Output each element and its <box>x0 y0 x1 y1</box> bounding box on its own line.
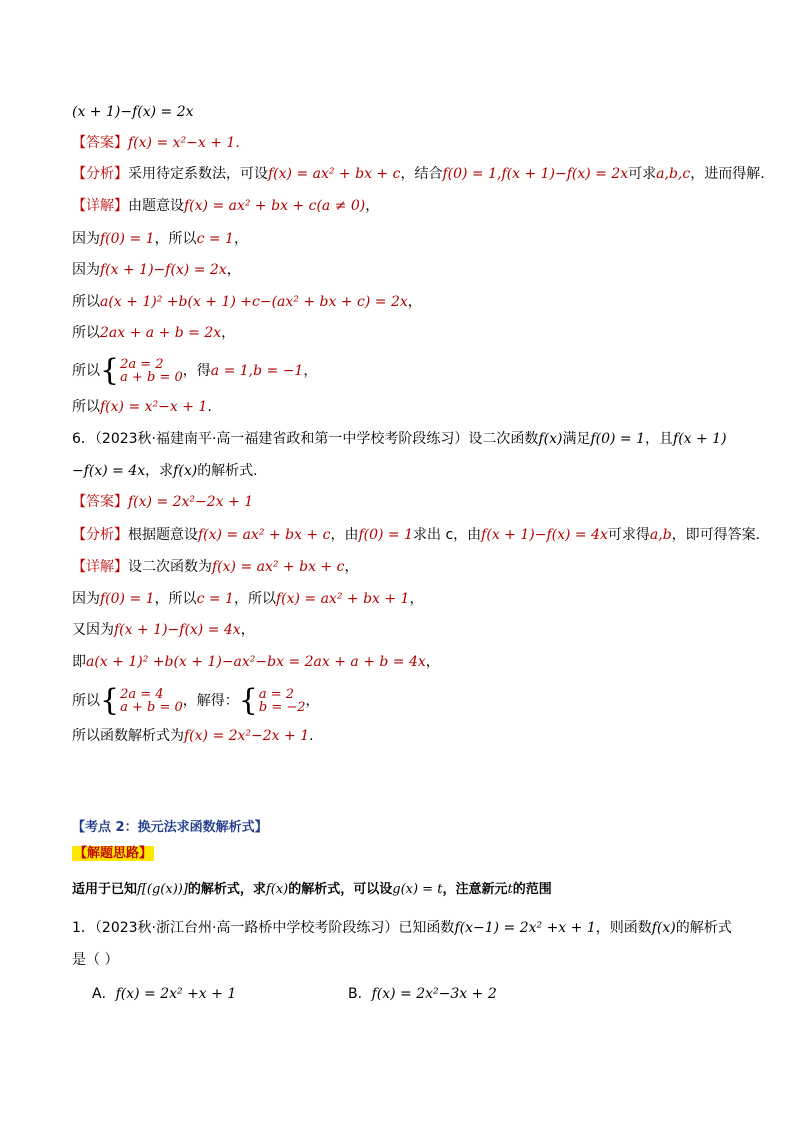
brace-icon: { <box>100 683 120 718</box>
text: 采用待定系数法，可设 <box>128 166 268 182</box>
equation: a(x + 1)² +b(x + 1)−ax²−bx = 2ax + a + b = 4x <box>86 654 426 670</box>
question-1-line2 <box>72 949 118 971</box>
step-line <box>72 259 241 281</box>
equation: a + b = 0 <box>120 370 183 385</box>
text: ， <box>407 294 422 310</box>
equation: f(x) = ax² + bx + c(a ≠ 0) <box>184 198 366 214</box>
text: 的解析式，求 <box>187 882 266 897</box>
equation: f(0) = 1,f(x + 1)−f(x) = 2x <box>442 166 629 182</box>
answer-value: f(x) = x²−x + 1. <box>128 135 240 151</box>
equation-system <box>238 683 306 718</box>
equation: f(x + 1)−f(x) = 4x <box>114 622 241 638</box>
text: 所以 <box>72 294 100 310</box>
answer-line <box>72 132 240 154</box>
text: 求出 c，由 <box>413 527 482 543</box>
text: 所以函数解析式为 <box>72 728 184 744</box>
step-line <box>72 619 255 641</box>
step-line <box>72 291 422 313</box>
equation: c = 1 <box>196 591 234 607</box>
equation: (x + 1)−f(x) = 2x <box>72 104 194 120</box>
text: ，得 <box>182 363 211 379</box>
text: ，且 <box>645 431 674 447</box>
text: 设二次函数为 <box>128 559 212 575</box>
text: 是（ ） <box>72 952 119 968</box>
text: ，所以 <box>154 591 197 607</box>
text: 满足 <box>562 431 591 447</box>
analysis-tag: 【分析】 <box>72 166 128 182</box>
equation: a,b <box>649 527 672 543</box>
text: 所以 <box>72 693 100 709</box>
step-line <box>72 651 440 673</box>
answer-value: f(x) = 2x²−2x + 1 <box>128 494 254 510</box>
section-title <box>72 817 268 839</box>
text: ，解得： <box>182 693 239 709</box>
equation: f(x) <box>651 920 676 936</box>
text: ， <box>240 622 255 638</box>
text: 根据题意设 <box>128 527 198 543</box>
text: ，所以 <box>154 231 197 247</box>
text: 即 <box>72 654 86 670</box>
equation: f(x) = 2x² +x + 1 <box>115 986 237 1002</box>
equation-system <box>100 683 183 718</box>
text: 所以 <box>72 363 100 379</box>
step-line <box>72 683 320 718</box>
text: ，即可得答案. <box>671 527 761 543</box>
text-line <box>72 101 194 123</box>
answer-line <box>72 491 253 513</box>
equation: 2ax + a + b = 2x <box>100 325 222 341</box>
equation: f(x) = ax² + bx + c <box>212 559 345 575</box>
text: 的解析式. <box>197 463 258 479</box>
option-label: A． <box>92 986 116 1002</box>
equation: f(0) = 1 <box>100 231 155 247</box>
text: 由题意设 <box>128 198 184 214</box>
option-label: B． <box>348 986 372 1002</box>
text: ， <box>409 591 424 607</box>
text: ，注意新元 <box>442 882 508 897</box>
equation: g(x) = t <box>392 882 443 897</box>
text: 因为 <box>72 262 100 278</box>
text: . <box>309 728 314 744</box>
text: ，则函数 <box>595 920 652 936</box>
equation: a,b,c <box>656 166 691 182</box>
equation: f(x) = 2x²−2x + 1 <box>184 728 310 744</box>
answer-tag: 【答案】 <box>72 494 128 510</box>
text: ， <box>365 198 380 214</box>
text: 因为 <box>72 231 100 247</box>
text: ，求 <box>145 463 174 479</box>
text: ，进而得解. <box>690 166 765 182</box>
question-text: 6．（2023秋·福建南平·高一福建省政和第一中学校考阶段练习）设二次函数 <box>72 431 539 447</box>
text: 因为 <box>72 591 100 607</box>
equation-system <box>100 353 183 388</box>
detail-line <box>72 195 379 217</box>
step-line <box>72 725 314 747</box>
equation: f(x) = ax² + bx + c <box>268 166 401 182</box>
step-line <box>72 228 248 250</box>
question-6-line1 <box>72 428 727 450</box>
analysis-tag: 【分析】 <box>72 527 128 543</box>
question-1-line1 <box>72 917 732 939</box>
text: 的解析式 <box>675 920 732 936</box>
equation: t <box>507 882 513 897</box>
equation: c = 1 <box>196 231 234 247</box>
text: ， <box>233 231 248 247</box>
text: ，结合 <box>400 166 443 182</box>
tip-label: 【解题思路】 <box>74 846 153 861</box>
brace-icon: { <box>100 353 120 388</box>
equation: f(x) = ax² + bx + c <box>198 527 331 543</box>
text: ， <box>221 325 236 341</box>
analysis-line <box>72 524 760 546</box>
equation: −f(x) = 4x <box>72 463 146 479</box>
equation: f(x + 1)−f(x) = 2x <box>100 262 227 278</box>
text: 的范围 <box>512 882 552 897</box>
text: 所以 <box>72 325 100 341</box>
equation: b = −2 <box>258 700 306 715</box>
equation: f(x) = x²−x + 1 <box>100 399 208 415</box>
option-a[interactable] <box>92 983 236 1005</box>
step-line <box>72 396 212 418</box>
equation: f[(g(x))] <box>137 882 188 897</box>
equation: f(x) <box>173 463 198 479</box>
equation: f(0) = 1 <box>590 431 646 447</box>
text: ， <box>226 262 241 278</box>
detail-tag: 【详解】 <box>72 198 128 214</box>
text: . <box>207 399 212 415</box>
option-b[interactable] <box>348 983 497 1005</box>
equation: f(x + 1) <box>673 431 727 447</box>
section-desc <box>72 879 552 901</box>
equation: f(x) = 2x²−3x + 2 <box>371 986 497 1002</box>
detail-tag: 【详解】 <box>72 559 128 575</box>
question-text: 1．（2023秋·浙江台州·高一路桥中学校考阶段练习）已知函数 <box>72 920 455 936</box>
analysis-line <box>72 163 765 185</box>
text: ， <box>425 654 440 670</box>
equation: f(x) = ax² + bx + 1 <box>275 591 410 607</box>
equation: f(x) <box>265 882 289 897</box>
equation: a(x + 1)² +b(x + 1) +c−(ax² + bx + c) = 2x <box>100 294 408 310</box>
equation: f(x + 1)−f(x) = 4x <box>481 527 608 543</box>
detail-line <box>72 556 358 578</box>
question-6-line2 <box>72 460 258 482</box>
equation: f(x) <box>538 431 563 447</box>
equation: 2a = 4 <box>120 687 164 702</box>
text: 的解析式，可以设 <box>288 882 393 897</box>
tip-heading <box>72 843 154 865</box>
text: ，所以 <box>233 591 276 607</box>
step-line <box>72 322 235 344</box>
step-line <box>72 588 423 610</box>
text: 又因为 <box>72 622 114 638</box>
text: 可求 <box>628 166 657 182</box>
section-heading: 【考点 2：换元法求函数解析式】 <box>72 820 268 835</box>
text: ， <box>305 693 320 709</box>
answer-tag: 【答案】 <box>72 135 128 151</box>
equation: 2a = 2 <box>120 357 164 372</box>
text: 所以 <box>72 399 100 415</box>
step-line <box>72 353 318 388</box>
text: ， <box>344 559 359 575</box>
text: 可求得 <box>607 527 650 543</box>
equation: a = 2 <box>258 687 295 702</box>
text: 适用于已知 <box>72 882 138 897</box>
equation: a = 1,b = −1 <box>210 363 304 379</box>
equation: f(0) = 1 <box>100 591 155 607</box>
equation: f(x−1) = 2x² +x + 1 <box>454 920 596 936</box>
equation: a + b = 0 <box>120 700 183 715</box>
text: ， <box>303 363 318 379</box>
text: ，由 <box>330 527 359 543</box>
brace-icon: { <box>238 683 258 718</box>
equation: f(0) = 1 <box>358 527 414 543</box>
